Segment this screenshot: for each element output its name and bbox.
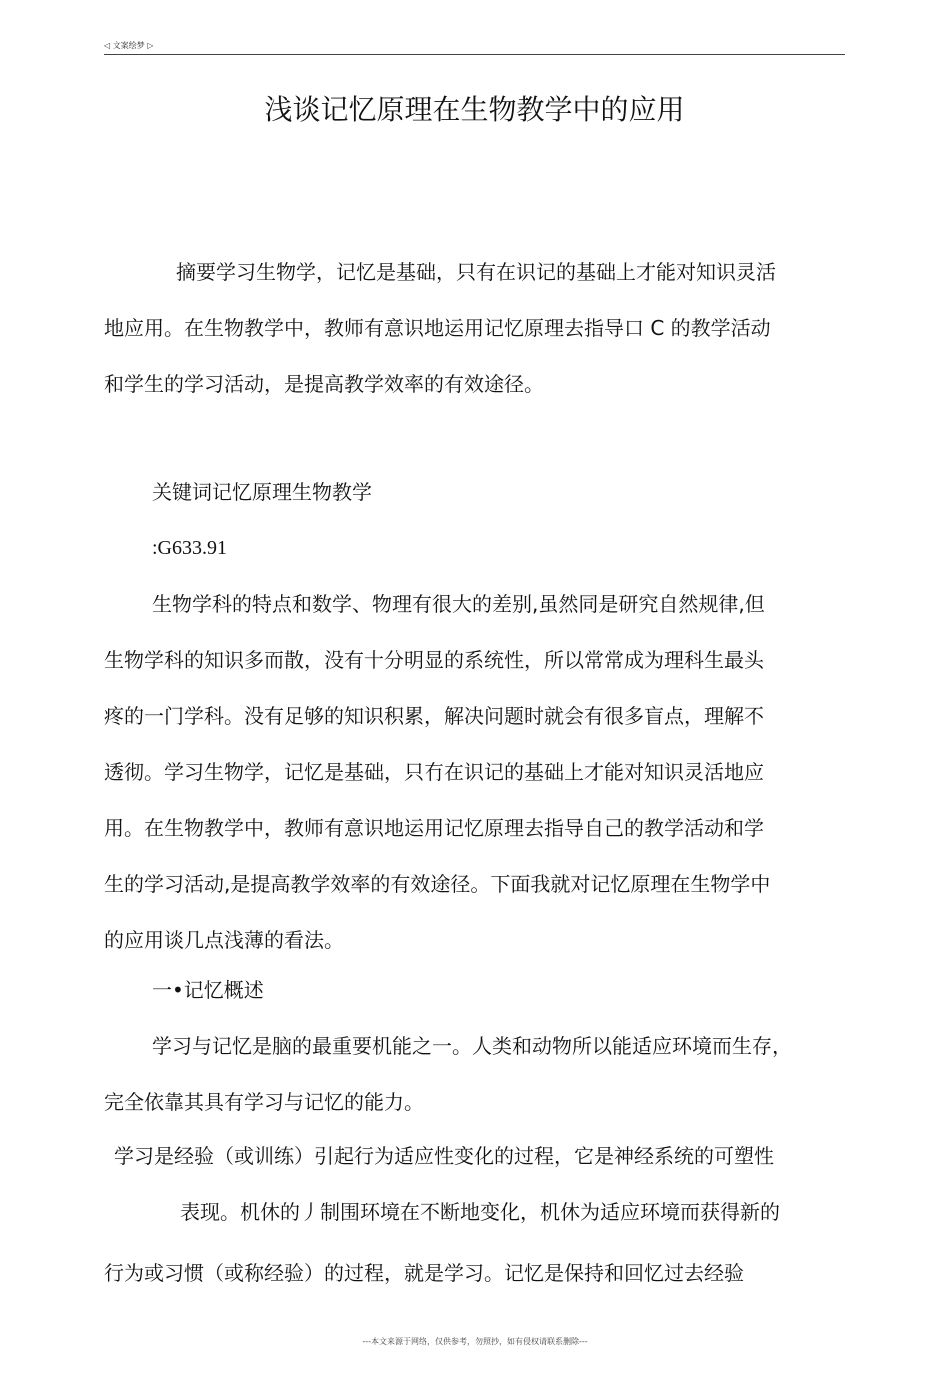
section1-line: 完全依靠其具有学习与记忆的能力。 <box>104 1090 424 1114</box>
section1-line: 学习与记忆是脑的最重要机能之一。人类和动物所以能适应环境而生存， <box>152 1034 792 1058</box>
intro-line: 生的学习活动,是提高教学效率的有效途径。下面我就对记忆原理在生物学中 <box>104 872 771 896</box>
intro-line: 的应用谈几点浅薄的看法。 <box>104 928 344 952</box>
keywords-line: 关键词记忆原理生物教学 <box>152 480 372 504</box>
section1-line: 表现。机休的丿制围环境在不断地变化，机休为适应环境而获得新的 <box>180 1200 780 1224</box>
section1-paragraph <box>104 1018 845 1130</box>
abstract-line: 和学生的学习活动，是提高教学效率的有效途径。 <box>104 372 544 396</box>
classification-paragraph <box>104 520 845 576</box>
classification-line: :G633.91 <box>152 537 227 559</box>
abstract-paragraph <box>104 244 845 412</box>
abstract-line: 地应用。在生物教学中，教师有意识地运用记忆原理去指导口 C 的教学活动 <box>104 316 771 340</box>
section1-line: 行为或习惯（或称经验）的过程，就是学习。记忆是保持和回忆过去经验 <box>104 1261 744 1285</box>
intro-line: 用。在生物教学中，教师有意识地运用记忆原理去指导自己的教学活动和学 <box>104 816 764 840</box>
intro-line: 疼的一门学科。没有足够的知识积累，解决问题时就会有很多盲点，理解不 <box>104 704 764 728</box>
intro-paragraph <box>104 576 845 968</box>
section-heading-text: 一•记忆概述 <box>152 978 264 1002</box>
section-heading <box>104 962 845 1018</box>
document-title: 浅谈记忆原理在生物教学中的应用 <box>264 93 685 126</box>
header-divider <box>104 54 845 55</box>
intro-line: 生物学科的知识多而散，没有十分明显的系统性，所以常常成为理科生最头 <box>104 648 764 672</box>
abstract-line: 摘要学习生物学，记忆是基础，只有在识记的基础上才能对知识灵活 <box>176 260 776 284</box>
intro-line: 生物学科的特点和数学、物理有很大的差别,虽然同是研究自然规律,但 <box>152 592 765 616</box>
section1-line: 学习是经验（或训练）引起行为适应性变化的过程，它是神经系统的可塑性 <box>114 1144 774 1168</box>
page-header: ◁ 文案绘梦 ▷ <box>104 41 154 50</box>
keywords-paragraph <box>104 464 845 520</box>
section1-continuation <box>104 1128 845 1184</box>
section1-continuation <box>104 1245 845 1301</box>
intro-line: 透彻。学习生物学，记忆是基础，只冇在识记的基础上才能对知识灵活地应 <box>104 760 764 784</box>
section1-continuation <box>104 1184 845 1240</box>
page-footer: ---本文来源于网络，仅供参考，勿照抄，如有侵权请联系删除--- <box>362 1337 588 1346</box>
